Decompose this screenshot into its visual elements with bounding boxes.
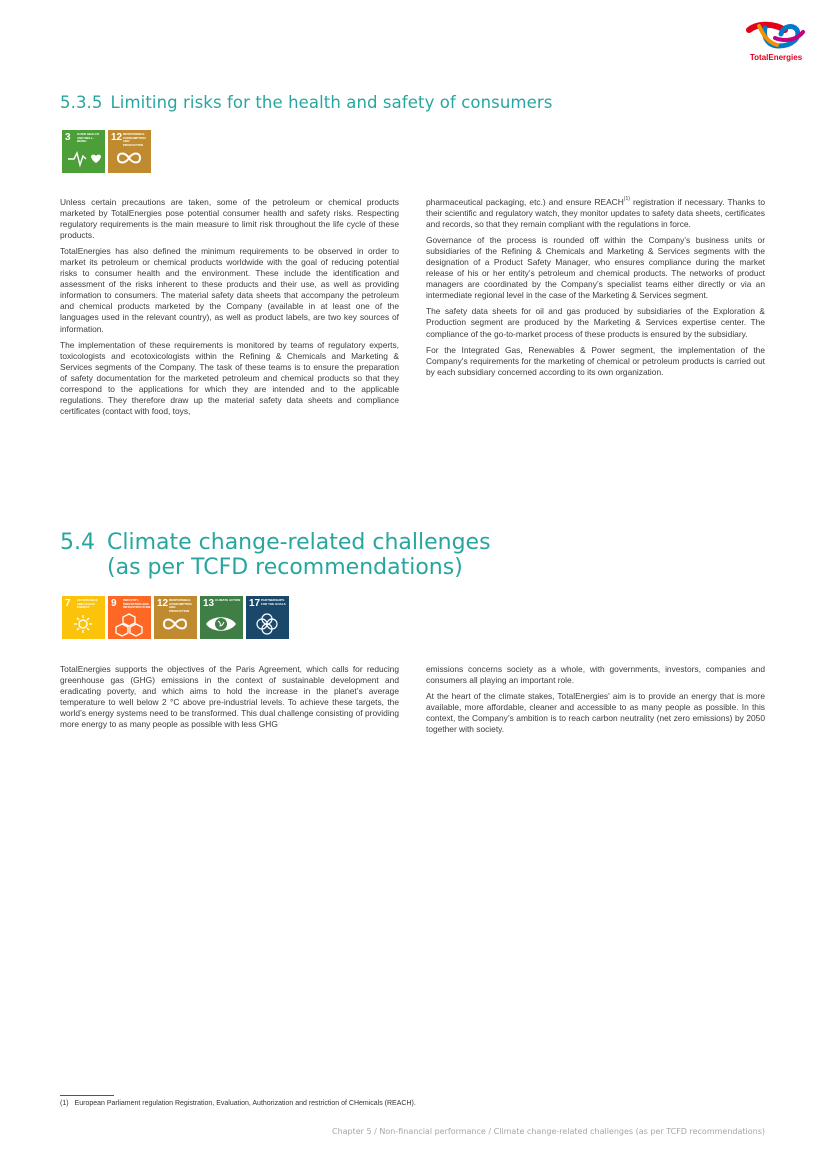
sdg-13-badge: 13 CLIMATE ACTION — [200, 596, 243, 639]
paragraph: Governance of the process is rounded off within the Company’s business units or subsidiaries of the Refining & Chemicals and Marketing & Services segments with the designation of a Product Safety Manager, who ensures compliance during the market release of his or her entity’s petroleum and chemical products. The networks of product managers are coordinated by the Company’s specialist teams either directly or via an intermediate regional level in the case of the Marketing & Services segment. — [426, 235, 765, 301]
infinity-icon — [108, 144, 151, 173]
footnote — [60, 1100, 416, 1107]
paragraph: TotalEnergies supports the objectives of the Paris Agreement, which calls for reducing greenhouse gas (GHG) emissions in the context of sustainable development and eradicating poverty, and which aims to hold the increase in the planet’s average temperature to well below 2 °C above pre-industrial levels. To achieve these targets, the world’s energy systems need to be transformed. This dual challenge consisting of providing more energy to as many people as possible with less GHG — [60, 664, 399, 730]
section-54-number: 5.4 — [60, 530, 95, 555]
section-535-number: 5.3.5 — [60, 93, 103, 112]
sun-icon — [62, 610, 105, 639]
section-535-heading — [60, 93, 552, 112]
eye-globe-icon — [200, 610, 243, 639]
paragraph: At the heart of the climate stakes, TotalEnergies' aim is to provide an energy that is more available, more affordable, cleaner and accessible to as many people as possible. In this context, the Company’s ambition is to reach carbon neutrality (net zero emissions) by 2050 together with society. — [426, 691, 765, 735]
paragraph: The safety data sheets for oil and gas produced by subsidiaries of the Exploration & Production segment are produced by the Marketing & Services expertise center. The compliance of the go-to-market process of these products is ensured by the subsidiary. — [426, 306, 765, 339]
paragraph: TotalEnergies has also defined the minimum requirements to be observed in order to market its petroleum or chemical products worldwide with the goal of reducing potential risks to consumer health and the environment. These include the identification and assessment of the risks inherent to these products and their use, as well as providing information to consumers. The material safety data sheets that accompany the petroleum and chemical products marketed by the Company (available in at least one of the languages used in the relevant country), as well as product labels, are two key sources of information. — [60, 246, 399, 334]
paragraph: For the Integrated Gas, Renewables & Power segment, the implementation of the Company's requirements for the marketing of chemical or petroleum products is carried out by each subsidiary concerned according to its own organization. — [426, 344, 765, 377]
section-54-right-column — [426, 664, 765, 740]
section-54-title-line2: (as per TCFD recommendations) — [107, 555, 463, 580]
footnote-reference: (1) — [623, 196, 630, 202]
footnote-marker: (1) — [60, 1100, 69, 1107]
sdg-9-badge: 9 INDUSTRY, INNOVATION AND INFRASTRUCTURE — [108, 596, 151, 639]
heartbeat-icon — [62, 144, 105, 173]
sdg-icons-row-535 — [62, 130, 151, 173]
section-535-title: Limiting risks for the health and safety of consumers — [110, 93, 553, 112]
infinity-icon — [154, 610, 197, 639]
logo-wordmark: TotalEnergies — [749, 53, 803, 62]
paragraph: emissions concerns society as a whole, with governments, investors, companies and consumers all playing an important role. — [426, 664, 765, 686]
section-54-heading — [60, 530, 491, 580]
logo-swoosh-icon — [745, 20, 807, 52]
sdg-3-badge: 3 GOOD HEALTH AND WELL-BEING — [62, 130, 105, 173]
totalenergies-logo — [745, 20, 807, 64]
paragraph: pharmaceutical packaging, etc.) and ensure REACH$^{(1)}$ registration if necessary. Thanks to their scientific and regulatory watch, they monitor updates to safety data sheets, certificates and records, so that they remain compliant with the regulations in force. — [426, 196, 765, 230]
sdg-icons-row-54 — [62, 596, 289, 639]
cubes-icon — [108, 610, 151, 639]
footnote-divider — [60, 1095, 114, 1096]
rings-icon — [246, 610, 289, 639]
sdg-17-badge: 17 PARTNERSHIPS FOR THE GOALS — [246, 596, 289, 639]
page-footer: Chapter 5 / Non-financial performance / Climate change-related challenges (as per TCFD recommendations) — [331, 1127, 765, 1136]
paragraph: The implementation of these requirements is monitored by teams of regulatory experts, toxicologists and ecotoxicologists within the Refining & Chemicals and Marketing & Services segments of the Company. The task of these teams is to ensure the preparation of safety documentation for the marketed petroleum and chemical products so that they correspond to the applications for which they are intended and to the applicable regulations. They therefore draw up the material safety data sheets and compliance certificates (contact with food, toys, — [60, 339, 399, 416]
sdg-7-badge: 7 AFFORDABLE AND CLEAN ENERGY — [62, 596, 105, 639]
paragraph: Unless certain precautions are taken, some of the petroleum or chemical products marketed by TotalEnergies pose potential consumer health and safety risks. Respecting regulatory requirements is the main measure to limit risk throughout the life cycle of these products. — [60, 197, 399, 241]
section-54-left-column — [60, 664, 399, 735]
sdg-12-badge: 12 RESPONSIBLE CONSUMPTION AND PRODUCTION — [154, 596, 197, 639]
section-54-title-line1: Climate change-related challenges — [107, 530, 491, 555]
footnote-text: European Parliament regulation Registration, Evaluation, Authorization and restriction of CHemicals (REACH). — [74, 1100, 416, 1107]
section-535-left-column — [60, 197, 399, 422]
section-535-right-column — [426, 197, 765, 383]
sdg-12-badge: 12 RESPONSIBLE CONSUMPTION AND PRODUCTION — [108, 130, 151, 173]
